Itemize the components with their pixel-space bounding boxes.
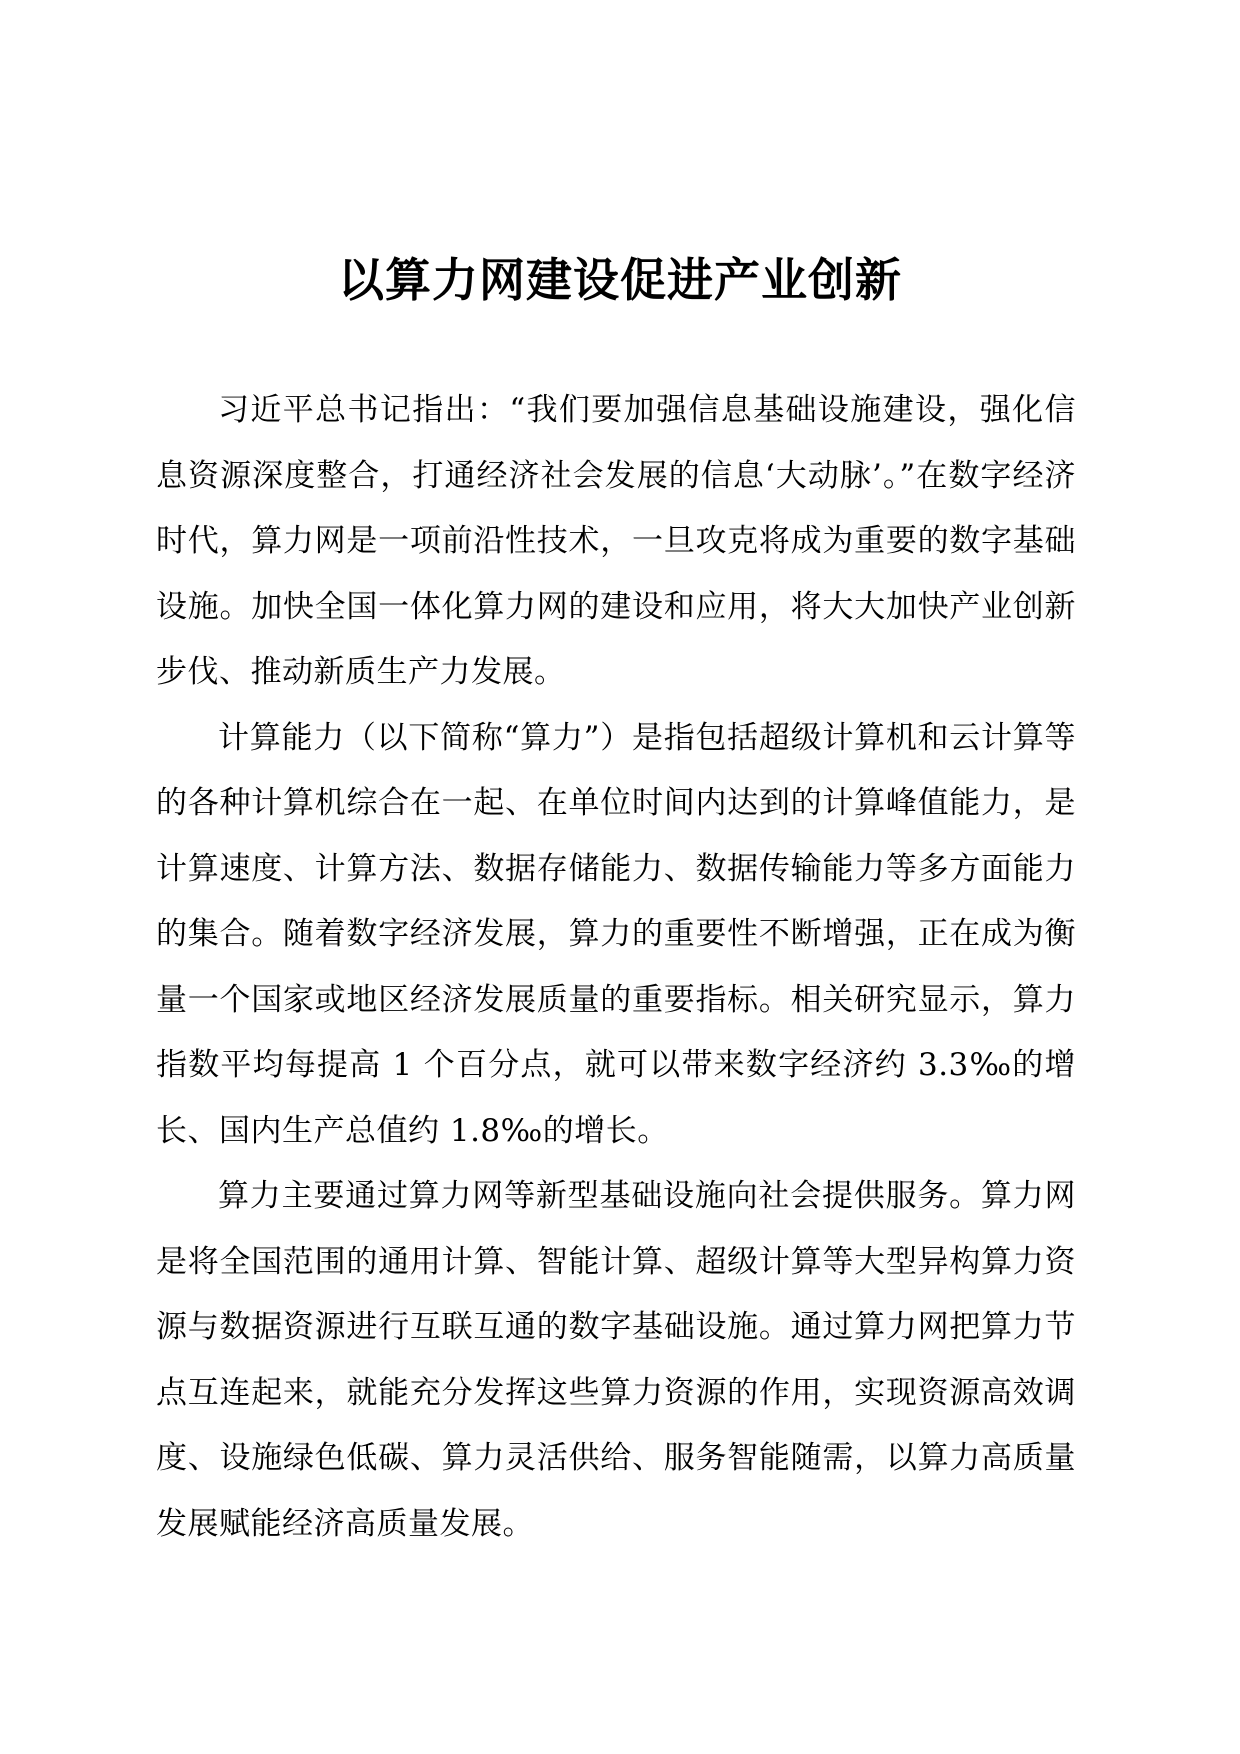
- paragraph-1: 习近平总书记指出：“我们要加强信息基础设施建设，强化信息资源深度整合，打通经济社会发展的信息‘大动脉’。”在数字经济时代，算力网是一项前沿性技术，一旦攻克将成为重要的数字基础设施。加快全国一体化算力网的建设和应用，将大大加快产业创新步伐、推动新质生产力发展。: [156, 392, 1076, 690]
- article-body: [156, 378, 1076, 1557]
- page-title: 以算力网建设促进产业创新: [338, 253, 902, 307]
- paragraph-2: 计算能力（以下简称“算力”）是指包括超级计算机和云计算等的各种计算机综合在一起、在单位时间内达到的计算峰值能力，是计算速度、计算方法、数据存储能力、数据传输能力等多方面能力的集合。随着数字经济发展，算力的重要性不断增强，正在成为衡量一个国家或地区经济发展质量的重要指标。相关研究显示，算力指数平均每提高 1 个百分点，就可以带来数字经济约 3.3‰的增长、国内生产总值约 1.8‰的增长。: [156, 719, 1076, 1149]
- paragraph-3: 算力主要通过算力网等新型基础设施向社会提供服务。算力网是将全国范围的通用计算、智能计算、超级计算等大型异构算力资源与数据资源进行互联互通的数字基础设施。通过算力网把算力节点互连起来，就能充分发挥这些算力资源的作用，实现资源高效调度、设施绿色低碳、算力灵活供给、服务智能随需，以算力高质量发展赋能经济高质量发展。: [156, 1178, 1076, 1542]
